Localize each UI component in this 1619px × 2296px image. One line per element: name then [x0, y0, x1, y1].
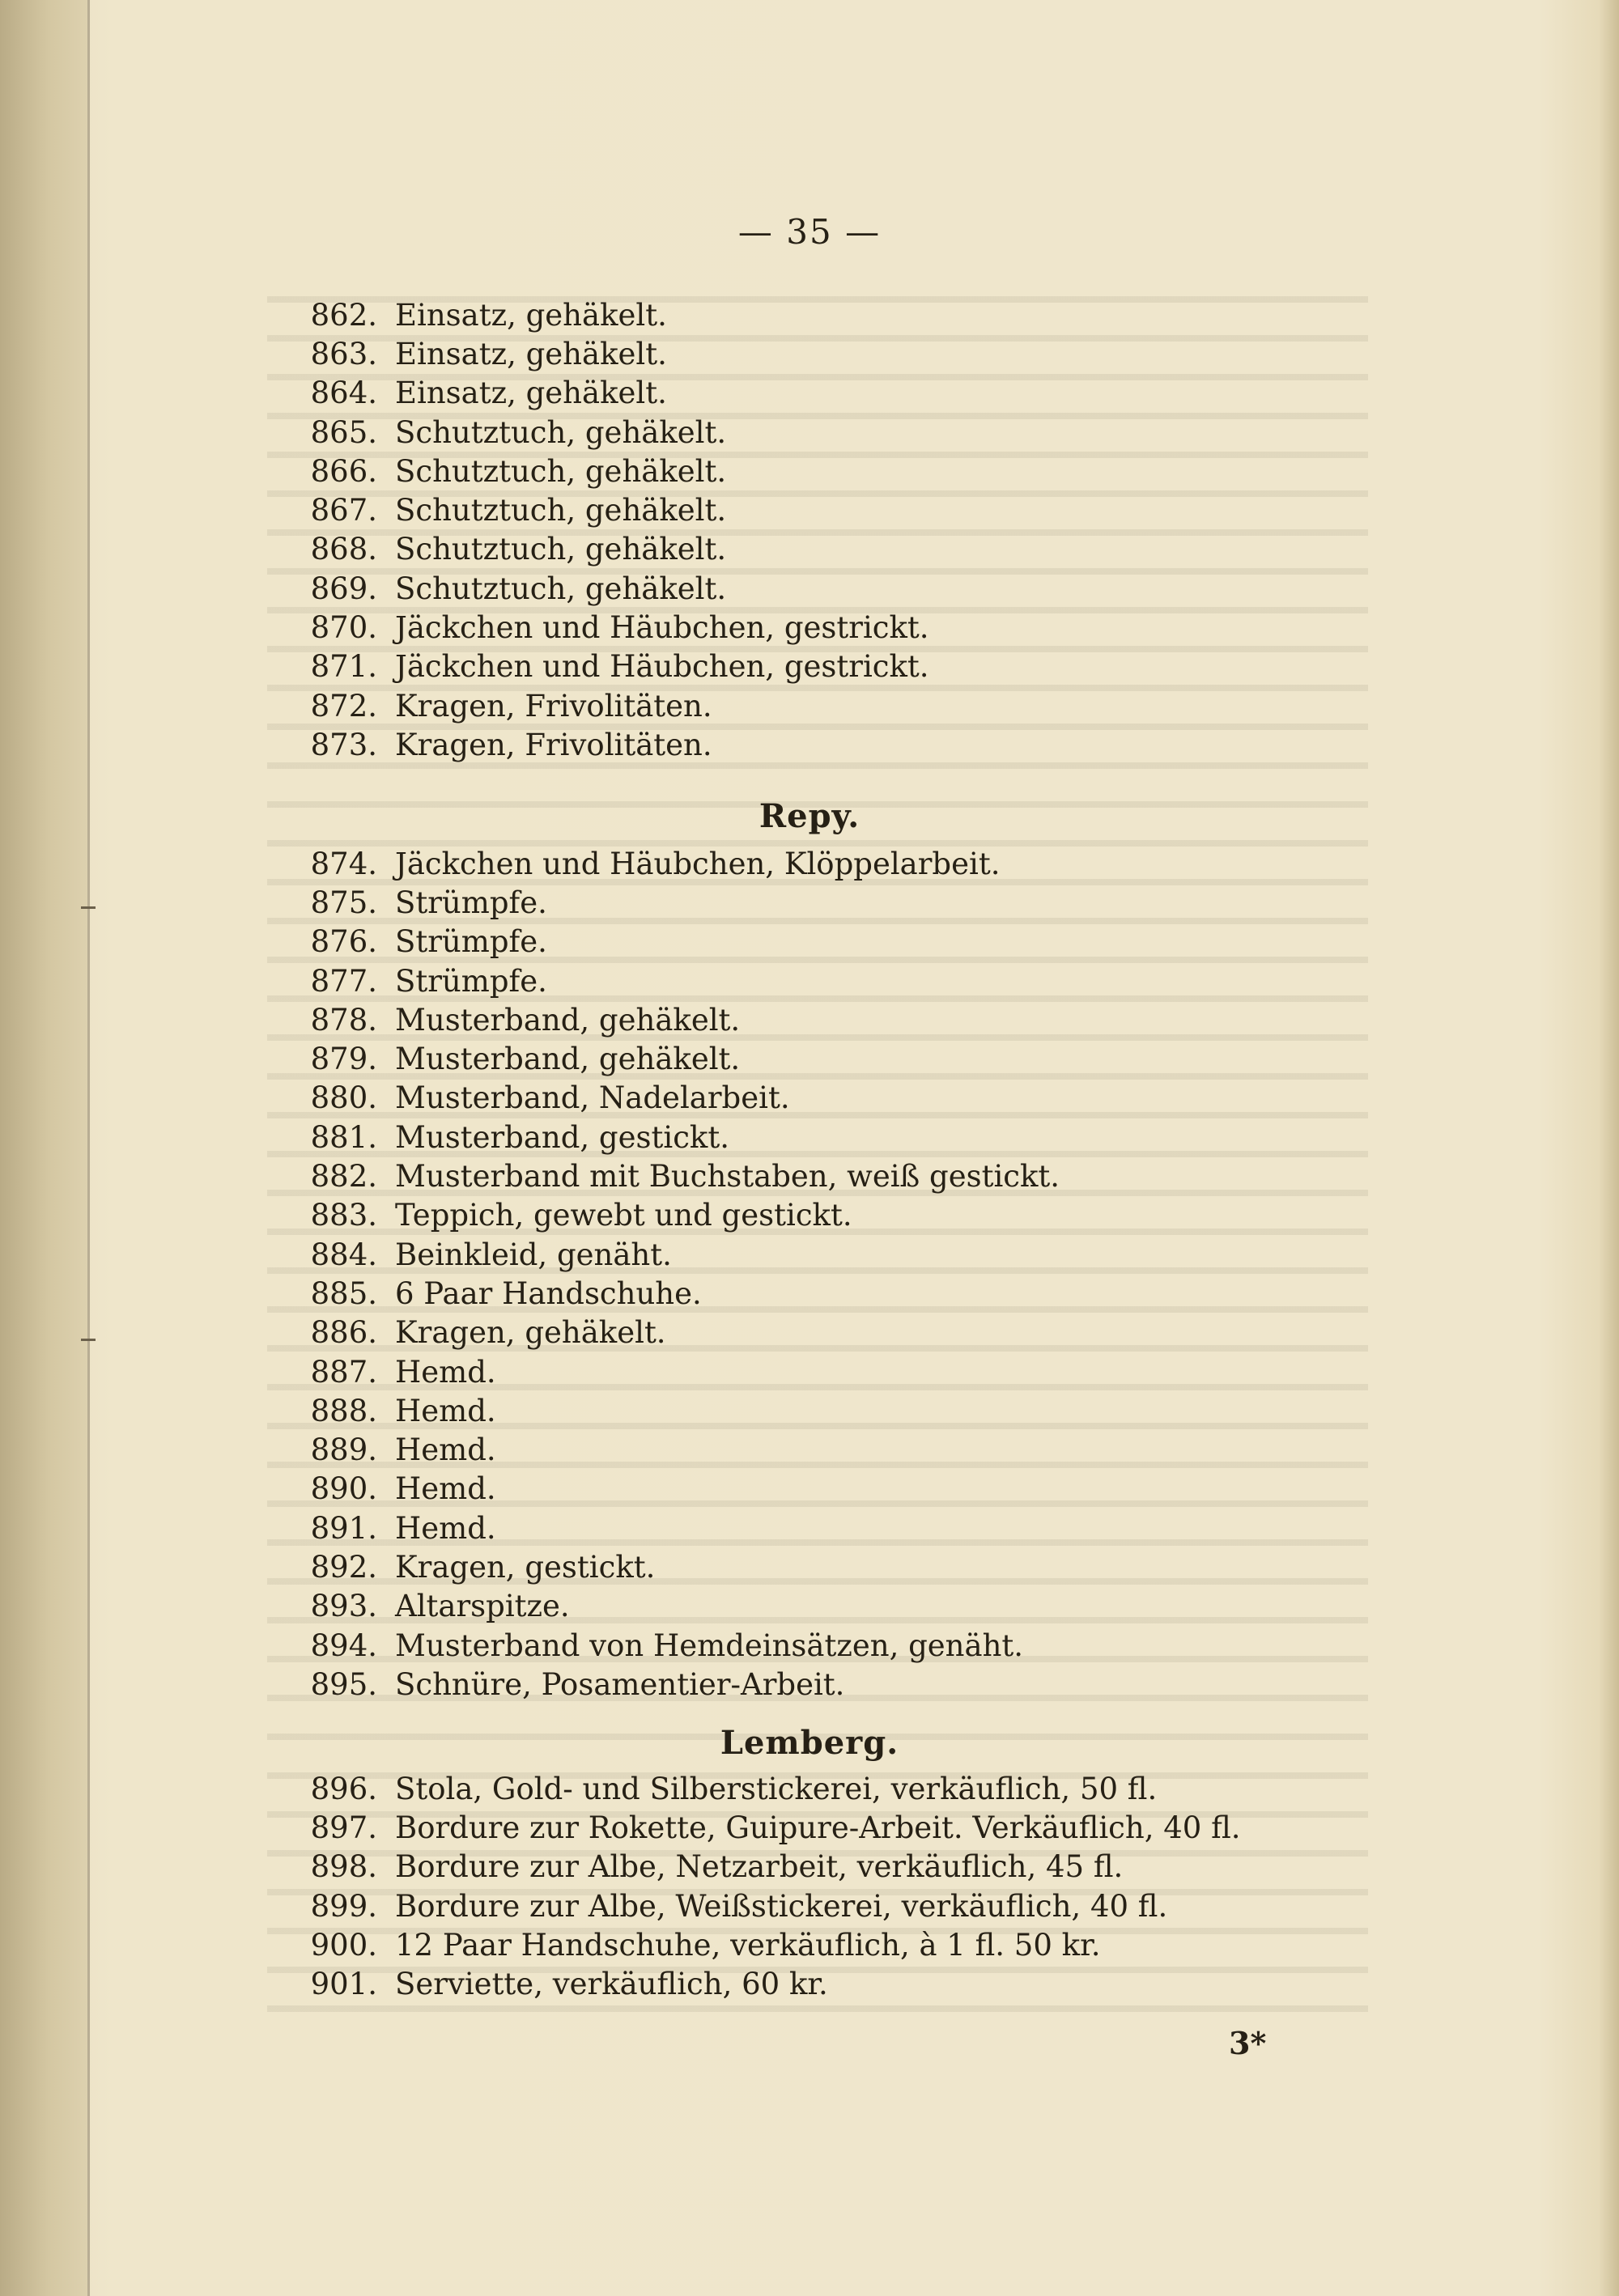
entry-description: Strümpfe. — [395, 924, 547, 960]
list-item — [300, 1587, 1352, 1626]
page-number: — 35 — — [737, 212, 882, 252]
entry-description: Schutztuch, gehäkelt. — [395, 493, 727, 528]
entry-number: 887. — [310, 1354, 377, 1390]
entry-description: Serviette, verkäuflich, 60 kr. — [395, 1967, 828, 2002]
list-item — [300, 1964, 1352, 2003]
entry-description: Altarspitze. — [395, 1589, 570, 1624]
entry-number: 899. — [310, 1888, 377, 1924]
section-heading-lemberg: Lemberg. — [720, 1724, 899, 1762]
list-item — [300, 1196, 1352, 1235]
list-item — [300, 1156, 1352, 1195]
list-item — [300, 1000, 1352, 1039]
entry-description: Teppich, gewebt und gestickt. — [395, 1198, 852, 1233]
entry-description: Kragen, gestickt. — [395, 1549, 656, 1585]
entry-number: 867. — [310, 493, 377, 528]
entry-description: Schutztuch, gehäkelt. — [395, 453, 727, 489]
list-item — [300, 1769, 1352, 1808]
entry-number: 895. — [310, 1666, 377, 1702]
entry-number: 862. — [310, 297, 377, 333]
list-item — [300, 1079, 1352, 1118]
entry-number: 892. — [310, 1549, 377, 1585]
entry-number: 893. — [310, 1589, 377, 1624]
entry-number: 891. — [310, 1510, 377, 1546]
entry-number: 889. — [310, 1432, 377, 1468]
entry-description: Schnüre, Posamentier-Arbeit. — [395, 1666, 845, 1702]
entry-description: Hemd. — [395, 1354, 496, 1390]
list-item — [300, 1235, 1352, 1274]
entry-number: 878. — [310, 1002, 377, 1038]
entry-description: Musterband, gestickt. — [395, 1119, 729, 1155]
list-item — [300, 1470, 1352, 1509]
list-item — [300, 1665, 1352, 1704]
entry-description: 6 Paar Handschuhe. — [395, 1275, 702, 1311]
list-item — [300, 1848, 1352, 1886]
entry-number: 898. — [310, 1849, 377, 1885]
list-item — [300, 1274, 1352, 1313]
entry-number: 901. — [310, 1967, 377, 2002]
entry-number: 880. — [310, 1080, 377, 1116]
entry-description: Schutztuch, gehäkelt. — [395, 414, 727, 450]
entry-number: 876. — [310, 924, 377, 960]
list-item — [300, 530, 1352, 569]
entry-description: Hemd. — [395, 1432, 496, 1468]
entry-number: 863. — [310, 336, 377, 371]
list-item — [300, 334, 1352, 373]
entry-description: Jäckchen und Häubchen, Klöppelarbeit. — [395, 846, 1001, 881]
entry-number: 886. — [310, 1315, 377, 1351]
entry-description: Strümpfe. — [395, 963, 547, 999]
entry-number: 900. — [310, 1927, 377, 1963]
entry-description: Jäckchen und Häubchen, gestrickt. — [395, 649, 929, 685]
entry-description: Hemd. — [395, 1510, 496, 1546]
book-gutter — [0, 0, 87, 2296]
entry-description: Musterband, Nadelarbeit. — [395, 1080, 790, 1116]
entry-number: 883. — [310, 1198, 377, 1233]
entry-description: Stola, Gold- und Silberstickerei, verkäuflich, 50 fl. — [395, 1771, 1158, 1806]
list-item — [300, 1314, 1352, 1352]
entry-number: 888. — [310, 1393, 377, 1428]
entry-number: 865. — [310, 414, 377, 450]
margin-tick — [81, 1339, 96, 1341]
entry-description: Kragen, Frivolitäten. — [395, 688, 712, 724]
entry-number: 869. — [310, 571, 377, 606]
list-item — [300, 1808, 1352, 1847]
entry-number: 877. — [310, 963, 377, 999]
list-item — [300, 923, 1352, 961]
entry-description: Hemd. — [395, 1393, 496, 1428]
list-item — [300, 452, 1352, 490]
list-item — [300, 883, 1352, 922]
entry-description: Einsatz, gehäkelt. — [395, 297, 667, 333]
list-item — [300, 1118, 1352, 1156]
entry-number: 896. — [310, 1771, 377, 1806]
list-item — [300, 961, 1352, 1000]
entry-number: 870. — [310, 610, 377, 646]
list-item — [300, 844, 1352, 883]
list-item — [300, 1430, 1352, 1469]
page-edge-line — [87, 0, 90, 2296]
list-item — [300, 1352, 1352, 1391]
entry-number: 894. — [310, 1628, 377, 1663]
entry-number: 864. — [310, 376, 377, 411]
entry-description: Strümpfe. — [395, 885, 547, 920]
list-item — [300, 647, 1352, 686]
entry-number: 882. — [310, 1159, 377, 1195]
entry-number: 879. — [310, 1042, 377, 1077]
list-item — [300, 374, 1352, 413]
entry-number: 874. — [310, 846, 377, 881]
list-item — [300, 686, 1352, 725]
entry-number: 872. — [310, 688, 377, 724]
margin-tick — [81, 906, 96, 909]
entry-list-a — [300, 295, 1352, 765]
list-item — [300, 1547, 1352, 1586]
entry-description: Beinkleid, genäht. — [395, 1237, 672, 1272]
entry-list-c — [300, 1769, 1352, 2004]
list-item — [300, 490, 1352, 529]
entry-number: 873. — [310, 727, 377, 762]
entry-description: Einsatz, gehäkelt. — [395, 336, 667, 371]
entry-description: Bordure zur Rokette, Guipure-Arbeit. Verkäuflich, 40 fl. — [395, 1810, 1241, 1845]
entry-number: 875. — [310, 885, 377, 920]
entry-description: Schutztuch, gehäkelt. — [395, 571, 727, 606]
entry-description: Kragen, Frivolitäten. — [395, 727, 712, 762]
list-item — [300, 569, 1352, 608]
list-item — [300, 413, 1352, 452]
entry-number: 885. — [310, 1275, 377, 1311]
entry-description: Bordure zur Albe, Netzarbeit, verkäuflich, 45 fl. — [395, 1849, 1124, 1885]
list-item — [300, 1925, 1352, 1964]
entry-description: Musterband, gehäkelt. — [395, 1002, 741, 1038]
entry-number: 868. — [310, 532, 377, 567]
entry-description: Hemd. — [395, 1471, 496, 1507]
entry-list-b — [300, 844, 1352, 1704]
entry-description: 12 Paar Handschuhe, verkäuflich, à 1 fl. 50 kr. — [395, 1927, 1101, 1963]
signature-mark: 3* — [1229, 2025, 1267, 2061]
entry-description: Einsatz, gehäkelt. — [395, 376, 667, 411]
list-item — [300, 725, 1352, 764]
list-item — [300, 1039, 1352, 1078]
list-item — [300, 295, 1352, 334]
list-item — [300, 1626, 1352, 1665]
entry-number: 884. — [310, 1237, 377, 1272]
entry-description: Musterband von Hemdeinsätzen, genäht. — [395, 1628, 1024, 1663]
entry-description: Bordure zur Albe, Weißstickerei, verkäuflich, 40 fl. — [395, 1888, 1168, 1924]
entry-description: Musterband, gehäkelt. — [395, 1042, 741, 1077]
entry-number: 890. — [310, 1471, 377, 1507]
list-item — [300, 1391, 1352, 1430]
entry-description: Musterband mit Buchstaben, weiß gestickt. — [395, 1159, 1060, 1195]
list-item — [300, 608, 1352, 647]
entry-description: Kragen, gehäkelt. — [395, 1315, 666, 1351]
entry-description: Schutztuch, gehäkelt. — [395, 532, 727, 567]
entry-number: 897. — [310, 1810, 377, 1845]
list-item — [300, 1509, 1352, 1547]
entry-number: 881. — [310, 1119, 377, 1155]
entry-number: 871. — [310, 649, 377, 685]
entry-number: 866. — [310, 453, 377, 489]
section-heading-repy: Repy. — [759, 797, 860, 835]
entry-description: Jäckchen und Häubchen, gestrickt. — [395, 610, 929, 646]
list-item — [300, 1886, 1352, 1925]
